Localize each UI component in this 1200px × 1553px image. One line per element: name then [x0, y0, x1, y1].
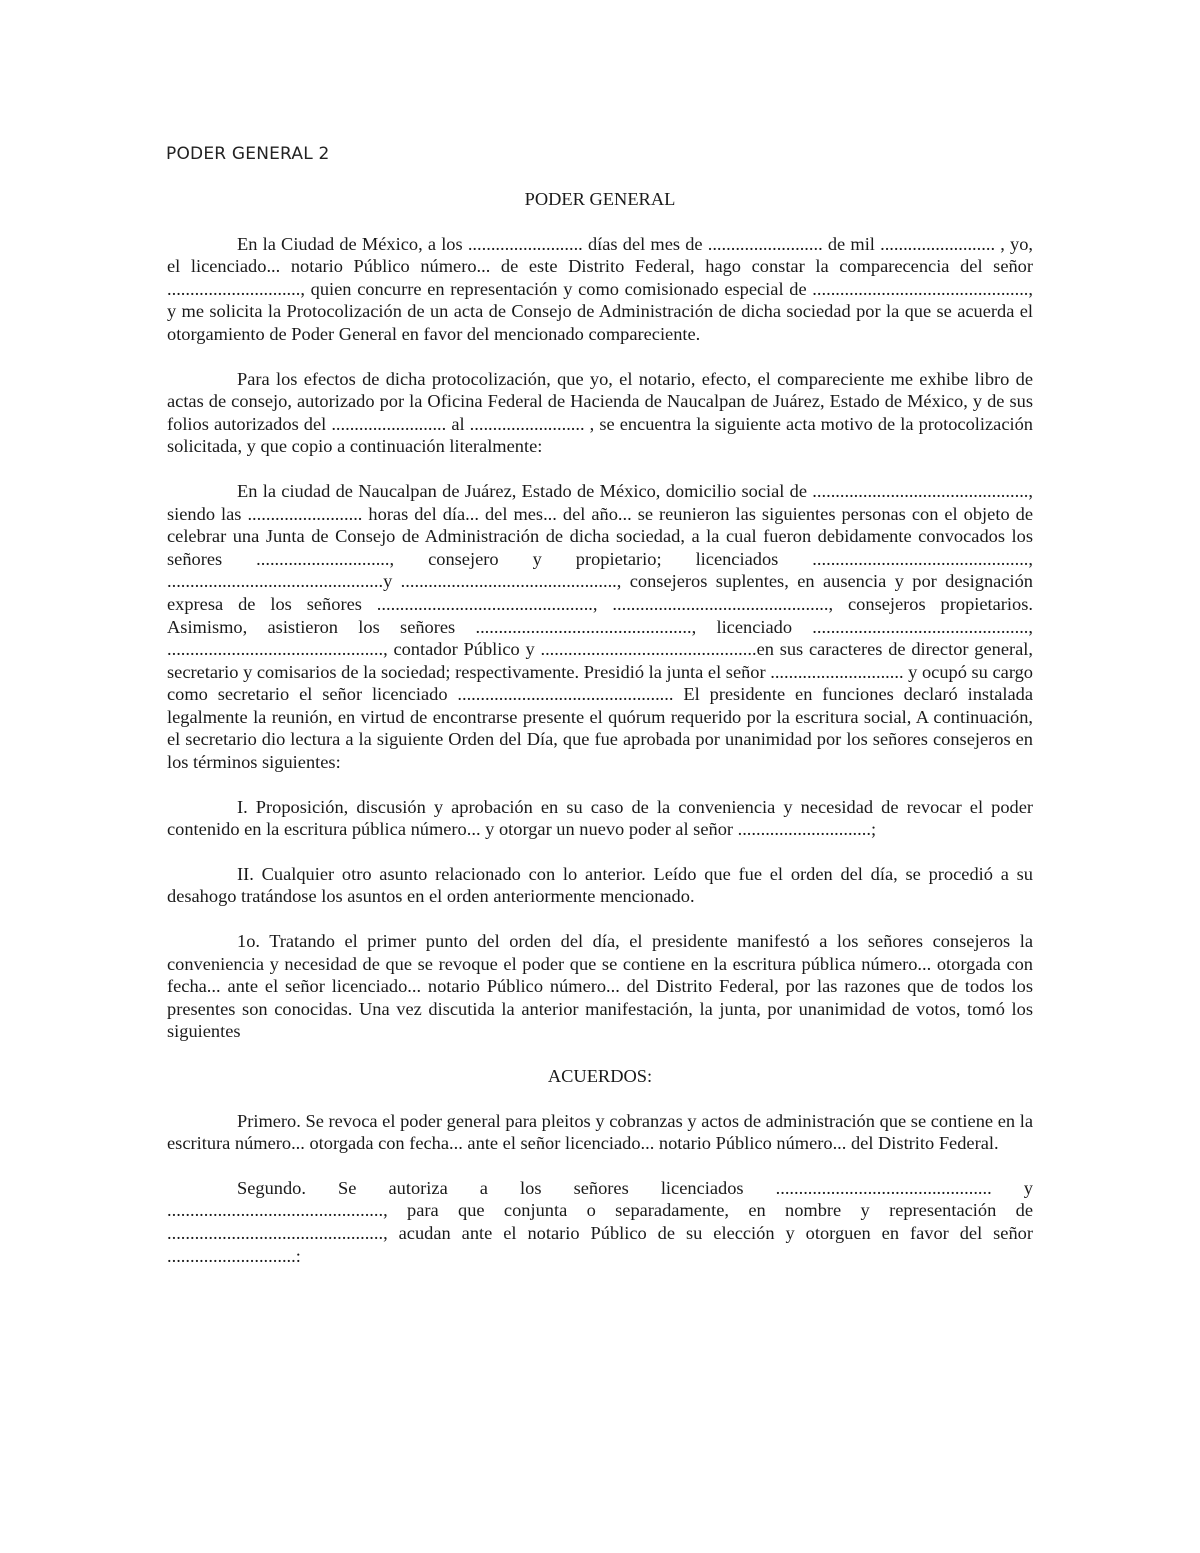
document-body: [167, 188, 1033, 1289]
acuerdo-primero: Primero. Se revoca el poder general para pleitos y cobranzas y actos de administración que se contiene en la escritura número... otorgada con fecha... ante el señor licenciado... notario Público número... del Distrito Federal.: [167, 1110, 1033, 1154]
paragraph-orden-ii: II. Cualquier otro asunto relacionado con lo anterior. Leído que fue el orden del día, se procedió a su desahogo tratándose los asuntos en el orden anteriormente mencionado.: [167, 863, 1033, 907]
document-label: PODER GENERAL 2: [166, 144, 330, 164]
paragraph-primer-punto: 1o. Tratando el primer punto del orden del día, el presidente manifestó a los señores consejeros la conveniencia y necesidad de que se revoque el poder que se contiene en la escritura pública número... otorgada con fecha... ante el señor licenciado... notario Público número... del Distrito Federal, por las razones que de todos los presentes son conocidas. Una vez discutida la anterior manifestación, la junta, por unanimidad de votos, tomó los siguientes: [167, 931, 1033, 1042]
paragraph-comparecencia: En la Ciudad de México, a los ......................... días del mes de ......................... de mil ......................... , yo, el licenciado... notario Público número... de este Distrito Federal, hago constar la comparecencia del señor ............................., quien concurre en representación y como comisionado especial de ..............................................., y me solicita la Protocolización de un acta de Consejo de Administración de dicha sociedad por la que se acuerda el otorgamiento de Poder General en favor del mencionado compareciente.: [167, 233, 1033, 344]
acuerdo-segundo: Segundo. Se autoriza a los señores licenciados ............................................... y ..............................................., para que conjunta o separadamente, en nombre y representación de ..............................................., acudan ante el notario Público de su elección y otorguen en favor del señor ............................:: [167, 1177, 1033, 1266]
paragraph-orden-i: I. Proposición, discusión y aprobación en su caso de la conveniencia y necesidad de revocar el poder contenido en la escritura pública número... y otorgar un nuevo poder al señor .............................;: [167, 796, 1033, 840]
document-title: PODER GENERAL: [524, 189, 676, 209]
paragraph-acta: En la ciudad de Naucalpan de Juárez, Estado de México, domicilio social de ..............................................., siendo las ......................... horas del día... del mes... del año... se reunieron las siguientes personas con el objeto de celebrar una Junta de Consejo de Administración de dicha sociedad, a la cual fueron debidamente convocados los señores ............................., consejero y propietario; licenciados ..............................................., ...............................................y ..............................................., consejeros suplentes, en ausencia y por designación expresa de los señores ..............................................., ..............................................., consejeros propietarios. Asimismo, asistieron los señores ..............................................., licenciado ..............................................., ..............................................., contador Público y ...............................................en sus caracteres de director general, secretario y comisarios de la sociedad; respectivamente. Presidió la junta el señor ............................. y ocupó su cargo como secretario el señor licenciado ............................................... El presidente en funciones declaró instalada legalmente la reunión, en virtud de encontrarse presente el quórum requerido por la escritura social, A continuación, el secretario dio lectura a la siguiente Orden del Día, que fue aprobada por unanimidad por los señores consejeros en los términos siguientes:: [167, 480, 1033, 773]
paragraph-protocolizacion: Para los efectos de dicha protocolización, que yo, el notario, efecto, el compareciente me exhibe libro de actas de consejo, autorizado por la Oficina Federal de Hacienda de Naucalpan de Juárez, Estado de México, y de sus folios autorizados del ......................... al ......................... , se encuentra la siguiente acta motivo de la protocolización solicitada, y que copio a continuación literalmente:: [167, 368, 1033, 457]
acuerdos-heading: ACUERDOS:: [547, 1066, 653, 1086]
